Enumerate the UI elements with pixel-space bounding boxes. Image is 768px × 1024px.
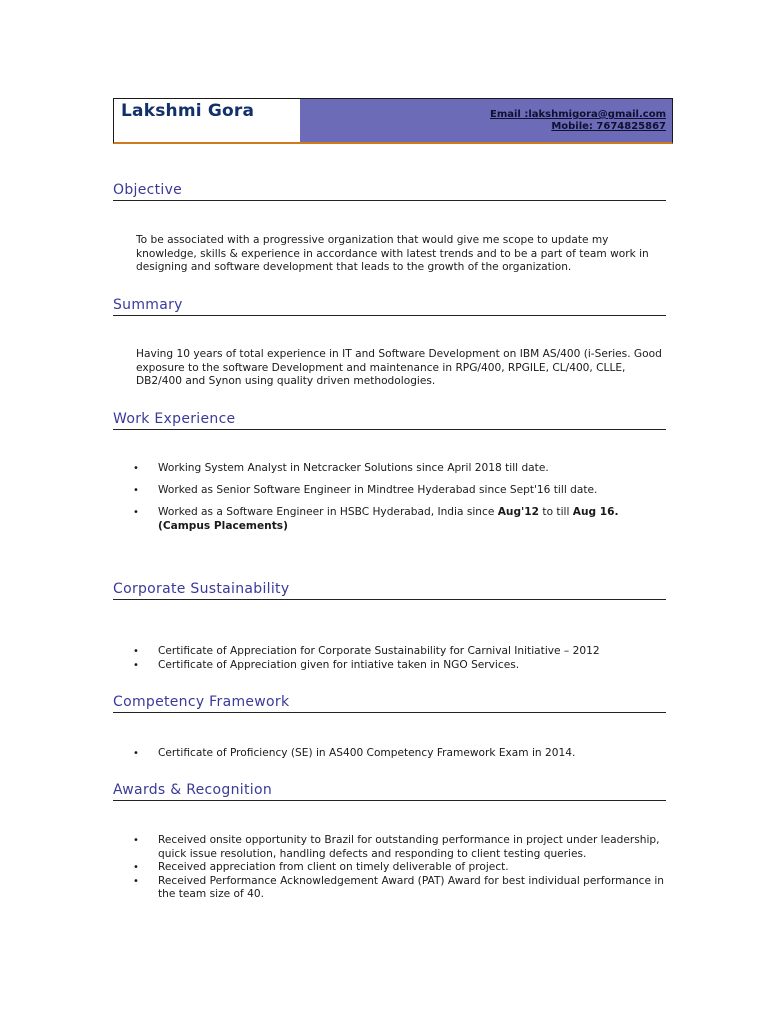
competency-framework-list (133, 747, 668, 761)
work-item-text: Working System Analyst in Netcracker Solutions since April 2018 till date. (158, 462, 549, 474)
section-title-corporate-sustainability: Corporate Sustainability (113, 581, 666, 600)
candidate-name: Lakshmi Gora (121, 101, 255, 121)
name-box (114, 99, 300, 142)
work-item-note: (Campus Placements) (158, 519, 288, 532)
contact-box (300, 99, 672, 142)
list-item-text: Received onsite opportunity to Brazil for outstanding performance in project under leadership, quick issue resolution, handling defects and responding to client testing queries. (158, 834, 660, 860)
list-item (133, 747, 668, 761)
bullet-icon: • (133, 659, 139, 671)
section-title-summary: Summary (113, 297, 666, 316)
list-item (133, 875, 668, 902)
bullet-icon: • (133, 507, 139, 518)
corporate-sustainability-list (133, 645, 668, 672)
section-title-objective: Objective (113, 182, 666, 201)
email-link[interactable]: Email :lakshmigora@gmail.com (490, 109, 666, 120)
objective-text: To be associated with a progressive organization that would give me scope to update my knowledge, skills & experience in accordance with latest trends and to be a part of team work in designing and software development that leads to the growth of the organization. (136, 234, 649, 273)
bullet-icon: • (133, 875, 139, 887)
work-item-from: Aug'12 (497, 506, 540, 518)
summary-text: Having 10 years of total experience in IT and Software Development on IBM AS/400 (i-Series. Good exposure to the software Development and maintenance in RPG/400, RPGILE, CL/400, CLLE, DB2/400 and Synon using quality driven methodologies. (136, 348, 662, 387)
bullet-icon: • (133, 862, 139, 873)
work-item-middle: to till (539, 506, 573, 518)
work-experience-list (133, 462, 668, 542)
list-item (133, 462, 668, 476)
list-item (133, 861, 668, 875)
awards-list (133, 834, 668, 902)
list-item (133, 645, 668, 659)
bullet-icon: • (133, 646, 139, 657)
work-item-to: Aug 16. (572, 506, 619, 518)
list-item (133, 834, 668, 861)
bullet-icon: • (133, 463, 139, 474)
section-title-competency-framework: Competency Framework (113, 694, 666, 713)
work-item-prefix: Worked as a Software Engineer in HSBC Hyderabad, India since (158, 506, 498, 518)
bullet-icon: • (133, 485, 139, 496)
list-item-text: Certificate of Appreciation for Corporate Sustainability for Carnival Initiative – 2012 (158, 645, 600, 657)
list-item (133, 484, 668, 498)
bullet-icon: • (133, 835, 139, 846)
section-title-work-experience: Work Experience (113, 411, 666, 430)
list-item-text: Received appreciation from client on timely deliverable of project. (158, 861, 509, 873)
list-item-text: Certificate of Proficiency (SE) in AS400 Competency Framework Exam in 2014. (158, 747, 576, 759)
list-item-text: Certificate of Appreciation given for intiative taken in NGO Services. (158, 658, 520, 671)
list-item (133, 506, 668, 533)
work-item-text: Worked as Senior Software Engineer in Mindtree Hyderabad since Sept'16 till date. (158, 484, 598, 496)
mobile-link[interactable]: Mobile: 7674825867 (551, 121, 666, 132)
section-title-awards: Awards & Recognition (113, 782, 666, 801)
bullet-icon: • (133, 748, 139, 759)
list-item (133, 659, 668, 673)
list-item-text: Received Performance Acknowledgement Award (PAT) Award for best individual performance in the team size of 40. (158, 874, 665, 900)
resume-header (113, 98, 673, 144)
